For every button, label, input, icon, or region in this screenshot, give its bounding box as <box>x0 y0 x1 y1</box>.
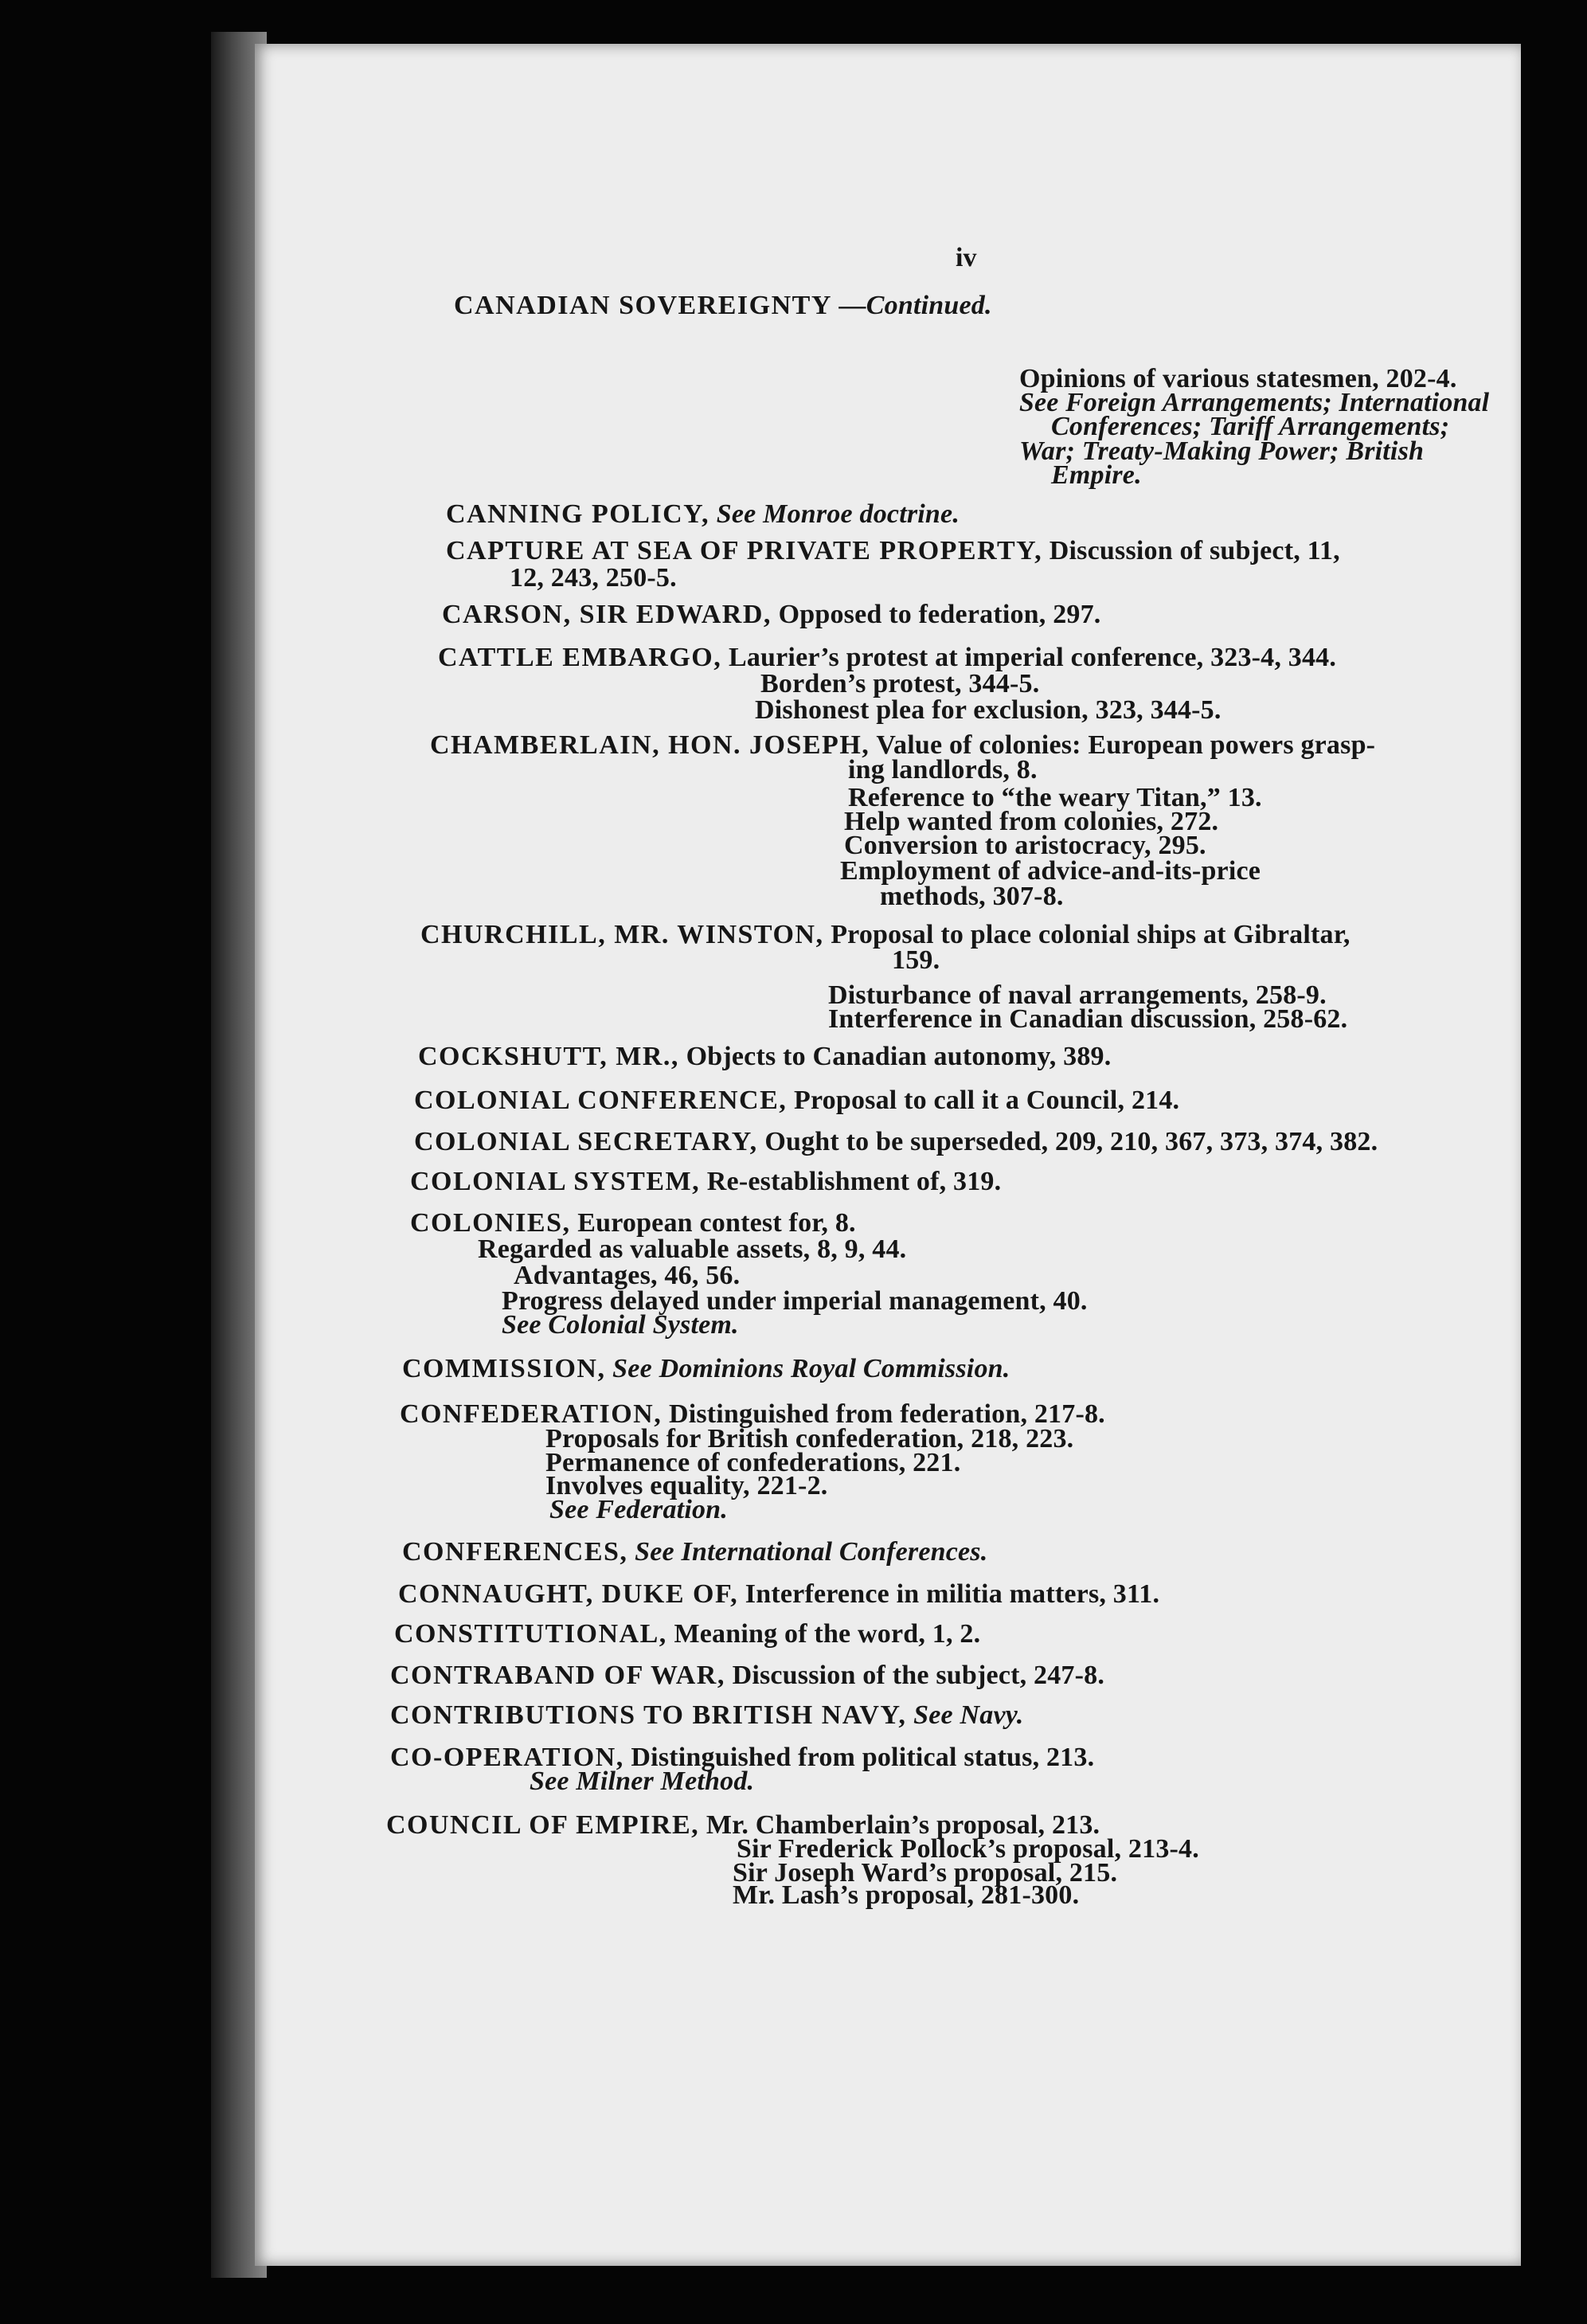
index-line <box>402 1354 1010 1384</box>
index-entry-text: Mr. Lash’s proposal, 281-300. <box>733 1880 1080 1910</box>
index-entry-text: Advantages, 46, 56. <box>514 1261 741 1290</box>
page-number: iv <box>956 243 977 272</box>
index-line <box>549 1495 728 1525</box>
index-line <box>410 1167 1001 1197</box>
index-entry-text: Mr. Chamberlain’s proposal, 213. <box>706 1810 1100 1840</box>
index-entry-text: Involves equality, 221-2. <box>545 1471 828 1500</box>
index-heading: CHAMBERLAIN, HON. JOSEPH, <box>430 730 870 760</box>
index-line <box>880 882 1064 912</box>
index-line <box>848 755 1038 785</box>
index-line <box>414 1086 1179 1116</box>
index-heading: CANNING POLICY, <box>446 499 710 529</box>
index-entry-text: See Milner Method. <box>530 1766 755 1796</box>
index-entry-text: Opposed to federation, 297. <box>778 600 1101 629</box>
index-heading: CO-OPERATION, <box>390 1743 624 1772</box>
index-line <box>414 1127 1378 1157</box>
index-heading: CONNAUGHT, DUKE OF, <box>398 1579 739 1609</box>
index-entry-text: Interference in Canadian discussion, 258-62. <box>828 1004 1348 1034</box>
index-entry-text: War; Treaty-Making Power; British <box>1019 436 1425 466</box>
index-entry-text: 12, 243, 250-5. <box>510 563 677 593</box>
index-line <box>892 945 940 976</box>
index-line <box>454 291 992 321</box>
index-entry-text: 159. <box>892 945 940 975</box>
index-heading: COMMISSION, <box>402 1354 606 1383</box>
index-heading: COLONIAL SYSTEM, <box>410 1167 701 1196</box>
index-entry-text: Empire. <box>1051 460 1142 490</box>
index-entry-text: See Colonial System. <box>502 1310 739 1340</box>
index-entry-text: Distinguished from federation, 217-8. <box>668 1399 1105 1429</box>
index-entry-text: Conferences; Tariff Arrangements; <box>1051 412 1450 441</box>
index-entry-text: Proposals for British confederation, 218, 223. <box>545 1424 1074 1453</box>
index-entry-text: Distinguished from political status, 213. <box>631 1743 1095 1772</box>
index-entry-text: Proposal to place colonial ships at Gibraltar, <box>831 920 1351 949</box>
index-entry-text: Discussion of the subject, 247-8. <box>732 1661 1105 1690</box>
index-line <box>755 695 1222 726</box>
index-entry-text: Regarded as valuable assets, 8, 9, 44. <box>478 1234 907 1264</box>
index-line <box>733 1880 1079 1911</box>
index-heading: CATTLE EMBARGO, <box>438 643 722 672</box>
index-line <box>398 1579 1159 1610</box>
index-heading: CONSTITUTIONAL, <box>394 1619 667 1649</box>
index-heading: COLONIAL SECRETARY, <box>414 1127 758 1156</box>
index-entry-text: Interference in militia matters, 311. <box>745 1579 1160 1609</box>
index-heading: CHURCHILL, MR. WINSTON, <box>420 920 824 949</box>
index-heading: CANADIAN SOVEREIGNTY <box>454 291 832 320</box>
index-line <box>418 1042 1111 1072</box>
index-entry-text: See Foreign Arrangements; International <box>1019 388 1490 417</box>
index-entry-text: Discussion of subject, 11, <box>1049 536 1340 565</box>
index-line <box>1051 460 1142 491</box>
index-line <box>530 1766 754 1797</box>
index-line <box>502 1310 739 1340</box>
index-heading: CARSON, SIR EDWARD, <box>442 600 772 629</box>
index-entry-text: Laurier’s protest at imperial conference, 323-4, 344. <box>728 643 1337 672</box>
index-line <box>394 1619 980 1649</box>
index-entry-text: See Monroe doctrine. <box>716 499 960 529</box>
index-entry-text: Reference to “the weary Titan,” 13. <box>848 783 1262 812</box>
index-heading: COLONIES, <box>410 1208 571 1238</box>
index-entry-text: methods, 307-8. <box>880 882 1064 911</box>
index-line <box>446 536 1340 566</box>
index-entry-text: Help wanted from colonies, 272. <box>844 807 1219 836</box>
index-entry-text: Ought to be superseded, 209, 210, 367, 373, 374, 382. <box>764 1127 1378 1156</box>
index-heading: COLONIAL CONFERENCE, <box>414 1086 788 1115</box>
index-heading: CONFERENCES, <box>402 1537 628 1567</box>
index-entry-text: See Dominions Royal Commission. <box>612 1354 1010 1383</box>
index-heading: CAPTURE AT SEA OF PRIVATE PROPERTY, <box>446 536 1043 565</box>
index-line <box>390 1700 1023 1731</box>
index-entry-text: ing landlords, 8. <box>848 755 1038 784</box>
index-entry-text: Borden’s protest, 344-5. <box>760 669 1040 698</box>
index-heading: COCKSHUTT, MR., <box>418 1042 679 1071</box>
index-page <box>255 44 1521 2266</box>
index-entry-text: See International Conferences. <box>635 1537 988 1567</box>
index-entry-text: Conversion to aristocracy, 295. <box>844 831 1206 860</box>
index-entry-text: Dishonest plea for exclusion, 323, 344-5. <box>755 695 1222 725</box>
index-entry-text: See Navy. <box>913 1700 1024 1730</box>
index-entry-text: —Continued. <box>838 291 992 320</box>
index-entry-text: European contest for, 8. <box>577 1208 856 1238</box>
index-heading: CONFEDERATION, <box>400 1399 663 1429</box>
index-entry-text: Sir Joseph Ward’s proposal, 215. <box>733 1858 1118 1888</box>
index-entry-text: Permanence of confederations, 221. <box>545 1448 961 1477</box>
index-heading: CONTRIBUTIONS TO BRITISH NAVY, <box>390 1700 907 1730</box>
index-entry-text: Value of colonies: European powers grasp- <box>876 730 1376 760</box>
index-line <box>446 499 960 530</box>
index-heading: COUNCIL OF EMPIRE, <box>386 1810 700 1840</box>
index-line <box>442 600 1101 630</box>
index-line <box>510 563 677 593</box>
index-entry-text: See Federation. <box>549 1495 728 1524</box>
index-entry-text: Disturbance of naval arrangements, 258-9. <box>828 980 1327 1010</box>
index-entry-text: Re-establishment of, 319. <box>706 1167 1002 1196</box>
index-line <box>828 1004 1347 1035</box>
index-line <box>402 1537 987 1567</box>
index-entry-text: Meaning of the word, 1, 2. <box>674 1619 981 1649</box>
index-entry-text: Opinions of various statesmen, 202-4. <box>1019 364 1457 393</box>
index-entry-text: Employment of advice-and-its-price <box>840 856 1261 886</box>
index-line <box>420 920 1351 950</box>
index-heading: CONTRABAND OF WAR, <box>390 1661 725 1690</box>
index-entry-text: Proposal to call it a Council, 214. <box>793 1086 1180 1115</box>
index-entry-text: Objects to Canadian autonomy, 389. <box>686 1042 1112 1071</box>
index-entry-text: Sir Frederick Pollock’s proposal, 213-4. <box>737 1834 1199 1864</box>
index-line <box>390 1661 1104 1691</box>
index-entry-text: Progress delayed under imperial management, 40. <box>502 1286 1088 1316</box>
